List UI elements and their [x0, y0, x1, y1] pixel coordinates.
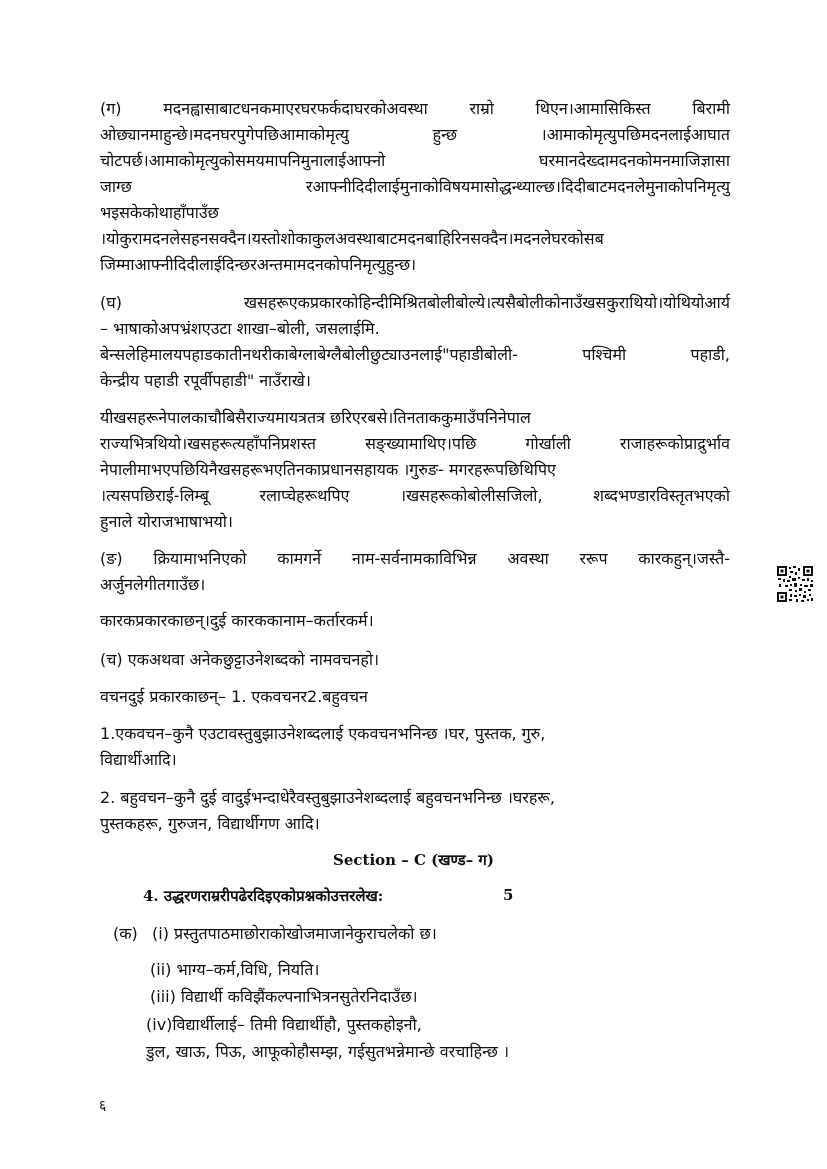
- page-number: ६: [99, 1098, 107, 1114]
- answer-i: (i) प्रस्तुतपाठमाछोराकोखोजमाजानेकुराचलेको छ।: [152, 924, 437, 943]
- text-line: वचनदुई प्रकारकाछन्– 1. एकवचनर2.बहुवचन: [100, 687, 368, 706]
- text-line: – भाषाकोअपभ्रंशएउटा शाखा–बोली, जसलाईमि.: [100, 319, 380, 338]
- ekvachan-paragraph: [100, 721, 645, 773]
- answer-iv-line-2: डुल, खाऊ, पिऊ, आफूकोहौसम्झ, गईसुतभन्नेमान्छे वरचाहिन्छ ।: [146, 1042, 510, 1061]
- paragraph-ga: [100, 96, 730, 278]
- text-line: केन्द्रीय पहाडी रपूर्वीपहाडी" नाउँराखे।: [100, 371, 311, 390]
- answer-iii: (iii) विद्यार्थी कविझैंकल्पनाभित्रनसुतेरनिदाउँछ।: [150, 987, 418, 1006]
- qr-code-icon: [776, 565, 814, 603]
- text-line: 2. बहुवचन–कुनै दुई वादुईभन्दाधेरैवस्तुबुझाउनेशब्दलाई बहुवचनभनिन्छ ।घरहरू,: [100, 788, 555, 807]
- answer-ii: (ii) भाग्य–कर्म,विधि, नियति।: [150, 960, 320, 979]
- text-line: जिम्माआफ्नीदिदीलाईदिन्छरअन्तमामदनकोपनिमृत्युहुन्छ।: [100, 255, 417, 274]
- text-line: यीखसहरूनेपालकाचौबिसैराज्यमायत्रतत्र छरिएरबसे।तिनताककुमाउँपनिनेपाल: [100, 408, 531, 427]
- text-line: ।त्यसपछिराई-लिम्बू रलाप्चेहरूथपिए ।खसहरूकोबोलीसजिलो, शब्दभण्डारविस्तृतभएको: [100, 486, 730, 505]
- karak-line: [100, 608, 730, 634]
- text-line: ।योकुरामदनलेसहनसक्दैन।यस्तोशोकाकुलअवस्थाबाटमदनबाहिरिनसक्दैन।मदनलेघरकोसब: [100, 229, 604, 248]
- text-line: कारकप्रकारकाछन्।दुई कारककानाम–कर्तारकर्म।: [100, 611, 374, 630]
- text-line: (ङ) क्रियामाभनिएको कामगर्ने नाम-सर्वनामकाविभिन्न अवस्था ररूप कारकहुन्।जस्तै-: [100, 549, 730, 568]
- text-line: ओछ्यानमाहुन्छे।मदनघरपुगेपछिआमाकोमृत्यु हुन्छ ।आमाकोमृत्युपछिमदनलाईआघात: [100, 125, 730, 144]
- text-line: (ग) मदनह्वासाबाटधनकमाएरघरफर्कदाघरकोअवस्था राम्रो थिएन।आमासिकिस्त बिरामी: [100, 99, 730, 118]
- text-line: अर्जुनलेगीतगाउँछ।: [100, 575, 206, 594]
- vachan-line: [100, 684, 730, 710]
- paragraph-khas: [100, 405, 730, 535]
- text-line: राज्यभित्रथियो।खसहरूत्यहाँपनिप्रशस्त सङ्ख्यामाथिए।पछि गोर्खाली राजाहरूकोप्राद्रुर्भाव: [100, 434, 730, 453]
- paragraph-nga: [100, 546, 730, 598]
- text-line: (च) एकअथवा अनेकछुट्टाउनेशब्दको नामवचनहो।: [100, 650, 380, 669]
- text-line: हुनाले योराजभाषाभयो।: [100, 512, 233, 531]
- paragraph-cha: [100, 647, 730, 673]
- section-heading: Section – C (खण्ड– ग): [333, 851, 494, 869]
- text-line: बेन्सलेहिमालयपहाडकातीनथरीकाबेग्लाबेग्लैबोलीछुट्याउनलाई"पहाडीबोली- पश्चिमी पहाडी,: [100, 345, 730, 364]
- text-line: भइसकेकोथाहाँपाउँछ: [100, 203, 219, 222]
- text-line: चोटपर्छ।आमाकोमृत्युकोसमयमापनिमुनालाईआफ्नो घरमानदेख्दामदनकोमनमाजिज्ञासा: [100, 151, 730, 170]
- text-line: विद्यार्थीआदि।: [100, 750, 177, 769]
- paragraph-gha: [100, 290, 730, 394]
- question-4-text: 4. उद्धरणराम्ररीपढेरदिइएकोप्रश्नकोउत्तरलेख:: [143, 887, 384, 905]
- text-line: जाग्छ रआफ्नीदिदीलाईमुनाकोविषयमासोद्धन्थ्याल्छ।दिदीबाटमदनलेमुनाकोपनिमृत्यु: [100, 177, 730, 196]
- bahuvachan-paragraph: [100, 785, 670, 837]
- text-line: नेपालीमाभएपछियिनैखसहरूभएतिनकाप्रधानसहायक ।गुरुङ- मगरहरूपछिथिपिए: [100, 460, 556, 479]
- answer-ka-label: (क): [113, 924, 138, 943]
- text-line: पुस्तकहरू, गुरुजन, विद्यार्थीगण आदि।: [100, 814, 320, 833]
- answer-iv-line-1: (iv)विद्यार्थीलाई– तिमी विद्यार्थीहौ, पुस्तकहोइनौ,: [146, 1015, 422, 1034]
- question-4-marks: 5: [503, 886, 514, 904]
- text-line: (घ) खसहरूएकप्रकारकोहिन्दीमिश्रितबोलीबोल्ये।त्यसैबोलीकोनाउँखसकुराथियो।योथियोआर्य: [100, 293, 730, 312]
- text-line: 1.एकवचन–कुनै एउटावस्तुबुझाउनेशब्दलाई एकवचनभनिन्छ ।घर, पुस्तक, गुरु,: [100, 724, 546, 743]
